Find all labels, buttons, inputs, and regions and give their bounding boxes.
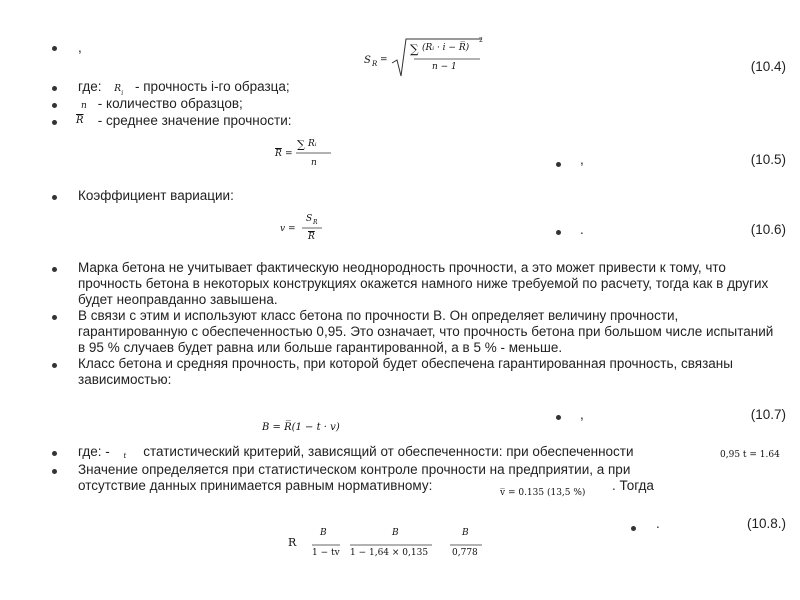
formula-lhs: S bbox=[364, 55, 371, 66]
formula-10-4: S R = ∑ (Rᵢ · i − R̅) 2 n − 1 bbox=[362, 36, 487, 80]
bullet bbox=[52, 451, 57, 456]
bullet bbox=[52, 103, 57, 108]
formula-10-7: B = R̅(1 − t · v) bbox=[262, 422, 340, 433]
bullet bbox=[52, 46, 57, 51]
value-line-2: отсутствие данных принимается равным нормативному: bbox=[78, 478, 433, 493]
paragraph-class: В связи с этим и используют класс бетона по прочности В. Он определяет величину прочности, гарантированную с обеспеченностью 0,95. Это означает, что прочность бетона при большом числе испытаний в 95 % случаев будет равна или больше гарантированной, а в 5 % - меньше. bbox=[78, 308, 774, 355]
value-line-tail: . Тогда bbox=[612, 478, 654, 493]
bullet bbox=[52, 267, 57, 272]
bullet bbox=[556, 230, 561, 235]
formula-denominator: n − 1 bbox=[432, 62, 457, 72]
paragraph-dependence: Класс бетона и средняя прочность, при которой будет обеспечена гарантированная прочность, связаны зависимостью: bbox=[78, 356, 733, 387]
bullet bbox=[556, 415, 561, 420]
formula-lhs-sub: R bbox=[372, 60, 378, 68]
equation-number-10-8: (10.8.) bbox=[746, 516, 786, 531]
equation-number-10-5: (10.5) bbox=[750, 152, 786, 167]
formula-v-normative: v̅ = 0.135 (13,5 %) bbox=[500, 488, 586, 498]
formula-10-5: $\overline{R}$ = ∑ Rᵢ n bbox=[275, 138, 317, 168]
eq-10-8-mark: . bbox=[656, 516, 660, 531]
equation-number-10-7: (10.7) bbox=[750, 407, 786, 422]
bullet bbox=[631, 526, 636, 531]
eq-10-6-mark: . bbox=[580, 222, 584, 237]
bullet bbox=[52, 469, 57, 474]
formula-t-value: 0,95 t = 1.64 bbox=[720, 450, 780, 460]
bullet bbox=[556, 162, 561, 167]
where-line-3: $\overline{R}$ - среднее значение прочности: bbox=[76, 113, 292, 128]
eq-10-4-lead: , bbox=[78, 40, 82, 55]
formula-10-6: v = S R $\overline{R}$ bbox=[280, 214, 318, 242]
where-line-1: где: R i - прочность i-го образца; bbox=[78, 79, 290, 97]
eq-10-5-mark: , bbox=[580, 152, 584, 167]
formula-numerator: (Rᵢ · i − R̅) bbox=[422, 43, 470, 53]
bullet bbox=[52, 120, 57, 125]
bullet bbox=[52, 195, 57, 200]
bullet bbox=[52, 315, 57, 320]
formula-sup: 2 bbox=[479, 37, 483, 44]
bullet bbox=[52, 86, 57, 91]
value-line-1: Значение определяется при статистическом контроле прочности на предприятии, а при bbox=[78, 462, 631, 477]
where-line-2: n - количество образцов; bbox=[81, 96, 243, 111]
eq-10-7-mark: , bbox=[580, 407, 584, 422]
formula-10-8: R B 1 − tv B 1 − 1,64 × 0,135 B 0,778 bbox=[288, 528, 478, 558]
where-t-line: где: - t статистический критерий, зависящий от обеспеченности: при обеспеченности bbox=[78, 444, 634, 460]
equation-number-10-6: (10.6) bbox=[750, 222, 786, 237]
paragraph-grade: Марка бетона не учитывает фактическую неоднородность прочности, а это может привести к тому, что прочность бетона в некоторых конструкциях окажется намного ниже требуемой по расчету, тогда как в других будет неоправданно завышена. bbox=[78, 260, 769, 307]
equation-number-10-4: (10.4) bbox=[750, 59, 786, 74]
variation-label: Коэффициент вариации: bbox=[78, 188, 234, 203]
bullet bbox=[52, 363, 57, 368]
